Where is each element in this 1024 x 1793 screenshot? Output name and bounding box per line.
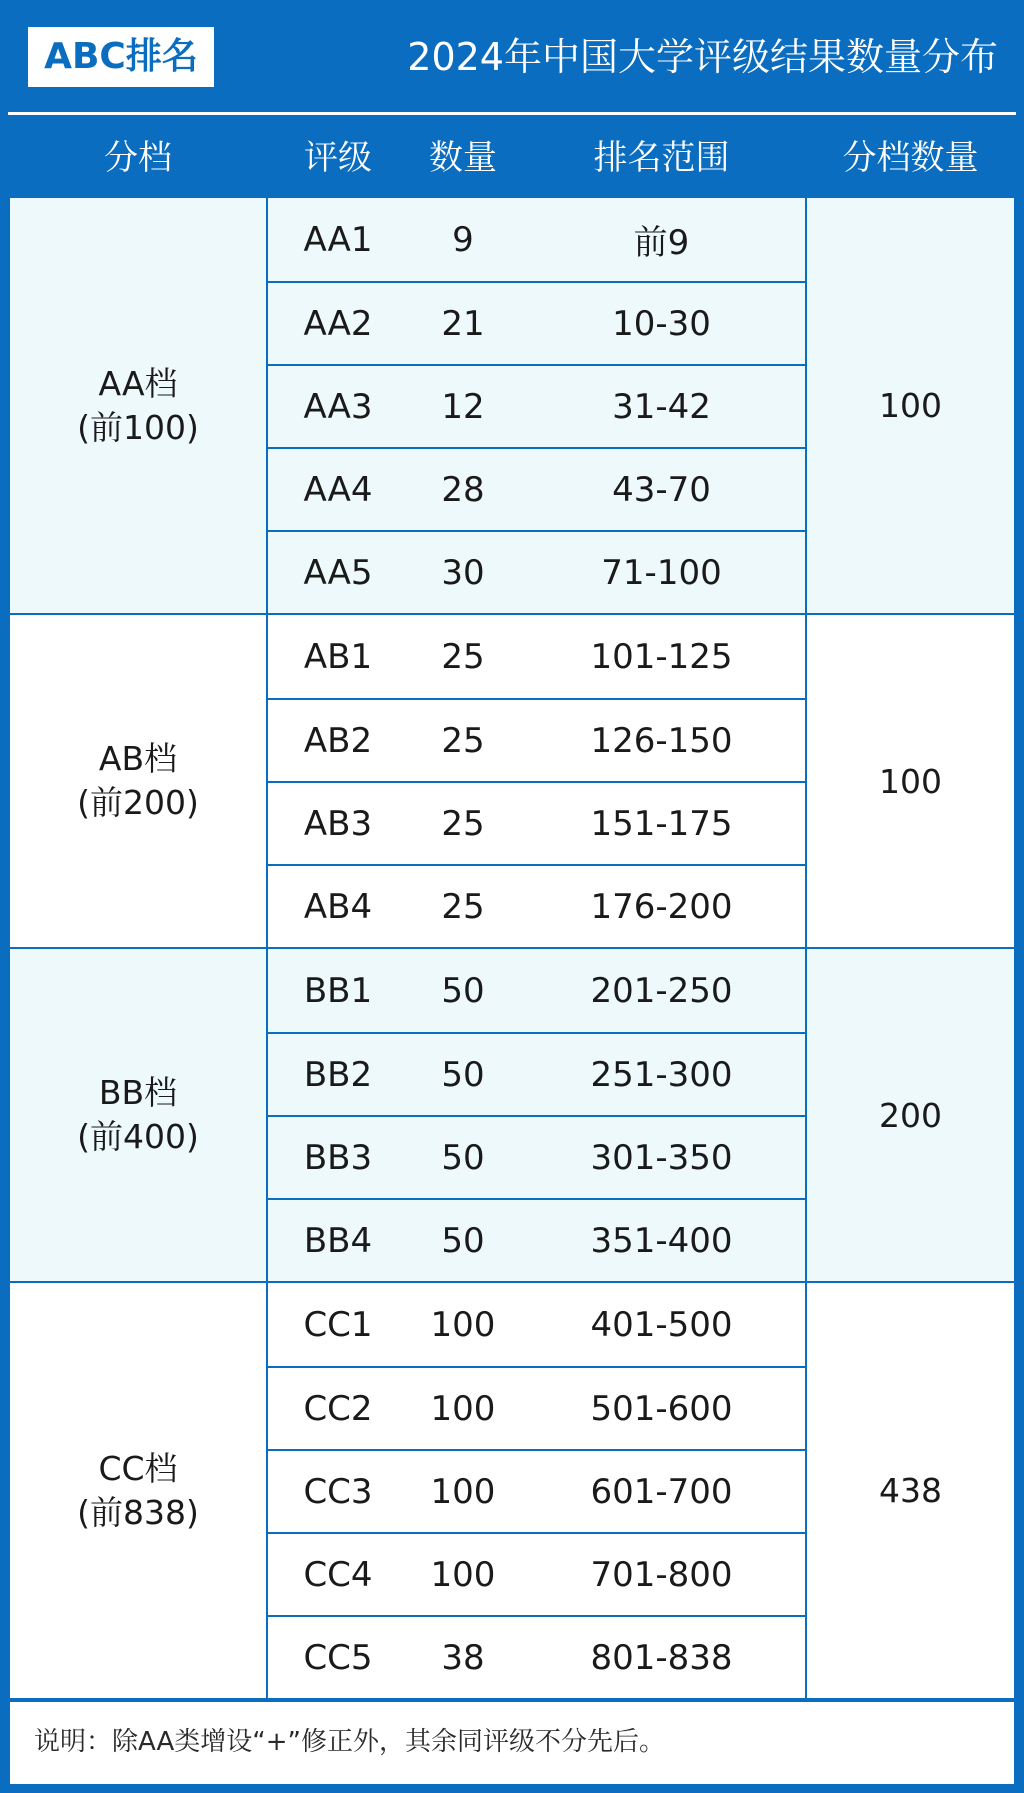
grade-cell: AB3 [303, 803, 373, 844]
table-row [268, 781, 805, 864]
grade-cell: AA5 [303, 552, 373, 593]
tier-count: 438 [879, 1471, 942, 1510]
grade-cell: BB2 [303, 1054, 373, 1095]
count-cell: 28 [441, 469, 485, 510]
count-cell: 12 [441, 386, 485, 427]
rank-range-cell: 71-100 [601, 552, 722, 593]
title-bar [0, 0, 1024, 110]
rank-range-cell: 151-175 [590, 803, 733, 844]
count-cell: 50 [441, 1137, 485, 1178]
table-row [268, 1115, 805, 1198]
table-row [268, 1198, 805, 1281]
grade-cell: AB4 [303, 886, 373, 927]
table-row [268, 1532, 805, 1615]
tier-count: 100 [879, 386, 942, 425]
table-row [268, 1283, 805, 1366]
table-row [268, 864, 805, 947]
grade-cell: AA2 [303, 303, 373, 344]
tier-name: AB档 [98, 739, 178, 778]
tier-group [10, 1281, 1014, 1698]
table-row [268, 198, 805, 281]
header-count: 数量 [429, 138, 497, 178]
table-row [268, 281, 805, 364]
header-grade: 评级 [304, 138, 372, 178]
count-cell: 100 [430, 1554, 496, 1595]
table-row [268, 1449, 805, 1532]
tier-range: (前200) [77, 783, 199, 822]
rank-range-cell: 201-250 [590, 970, 733, 1011]
tier-name: CC档 [98, 1448, 178, 1488]
table-row [268, 698, 805, 781]
count-cell: 50 [441, 970, 485, 1011]
table-row [268, 530, 805, 613]
count-cell: 25 [441, 886, 485, 927]
tier-name: BB档 [98, 1073, 178, 1112]
rank-range-cell: 401-500 [590, 1304, 733, 1345]
rank-range-cell: 43-70 [612, 469, 711, 510]
count-cell: 25 [441, 803, 485, 844]
rank-range-cell: 10-30 [612, 303, 711, 344]
count-cell: 50 [441, 1220, 485, 1261]
count-cell: 25 [441, 720, 485, 761]
header-tier-count: 分档数量 [842, 138, 979, 178]
count-cell: 25 [441, 636, 485, 677]
tier-label [10, 949, 266, 1281]
grade-rows [268, 1283, 805, 1698]
table-body [10, 198, 1014, 1698]
tier-group [10, 198, 1014, 613]
rank-range-cell: 301-350 [590, 1137, 733, 1178]
footer [10, 1700, 1014, 1784]
rank-range-cell: 351-400 [590, 1220, 733, 1261]
header-tier: 分档 [104, 138, 172, 178]
count-cell: 100 [430, 1388, 496, 1429]
table-row [268, 949, 805, 1032]
count-cell: 9 [452, 219, 474, 260]
page-title: 2024年中国大学评级结果数量分布 [407, 35, 998, 79]
grade-rows [268, 949, 805, 1281]
title-divider [8, 112, 1016, 115]
table-row [268, 364, 805, 447]
rank-range-cell: 601-700 [590, 1471, 733, 1512]
table-row [268, 1366, 805, 1449]
tier-count: 200 [879, 1095, 942, 1135]
count-cell: 38 [441, 1637, 485, 1678]
count-cell: 100 [430, 1471, 496, 1512]
rank-range-cell: 101-125 [590, 636, 733, 677]
grade-cell: AA3 [303, 386, 373, 427]
tier-label [10, 615, 266, 947]
tier-range: (前400) [77, 1117, 199, 1156]
grade-cell: CC4 [303, 1554, 373, 1595]
table-row [268, 1615, 805, 1698]
grade-cell: AA1 [303, 219, 373, 260]
tier-group [10, 947, 1014, 1281]
tier-count: 100 [879, 761, 942, 801]
rank-range-cell: 前9 [633, 223, 690, 263]
grade-cell: BB4 [303, 1220, 373, 1261]
tier-name: AA档 [98, 363, 178, 403]
table-row [268, 1032, 805, 1115]
tier-range: (前100) [77, 407, 199, 447]
header-rank-range: 排名范围 [593, 138, 730, 178]
grade-rows [268, 615, 805, 947]
table-row [268, 615, 805, 698]
grade-cell: CC2 [303, 1388, 373, 1429]
tier-label [10, 198, 266, 613]
count-cell: 100 [430, 1304, 496, 1345]
grade-cell: CC5 [303, 1637, 373, 1678]
rank-range-cell: 176-200 [590, 886, 733, 927]
rank-range-cell: 801-838 [590, 1637, 733, 1678]
grade-rows [268, 198, 805, 613]
rank-range-cell: 501-600 [590, 1388, 733, 1429]
rank-range-cell: 126-150 [590, 720, 733, 761]
tier-group [10, 613, 1014, 947]
grade-cell: BB3 [303, 1137, 373, 1178]
rank-range-cell: 251-300 [590, 1054, 733, 1095]
brand-logo: ABC排名 [28, 27, 214, 87]
grade-cell: AB2 [303, 720, 373, 761]
count-cell: 50 [441, 1054, 485, 1095]
tier-label [10, 1283, 266, 1698]
table-row [268, 447, 805, 530]
count-cell: 21 [441, 303, 485, 344]
count-cell: 30 [441, 552, 485, 593]
rank-range-cell: 701-800 [590, 1554, 733, 1595]
grade-cell: AB1 [303, 636, 373, 677]
tier-range: (前838) [77, 1492, 199, 1532]
grade-cell: CC1 [303, 1304, 373, 1345]
rank-range-cell: 31-42 [612, 386, 711, 427]
grade-cell: AA4 [303, 469, 373, 510]
grade-cell: BB1 [303, 970, 373, 1011]
footnote: 说明：除AA类增设“+”修正外，其余同评级不分先后。 [34, 1727, 666, 1757]
grade-cell: CC3 [303, 1471, 373, 1512]
